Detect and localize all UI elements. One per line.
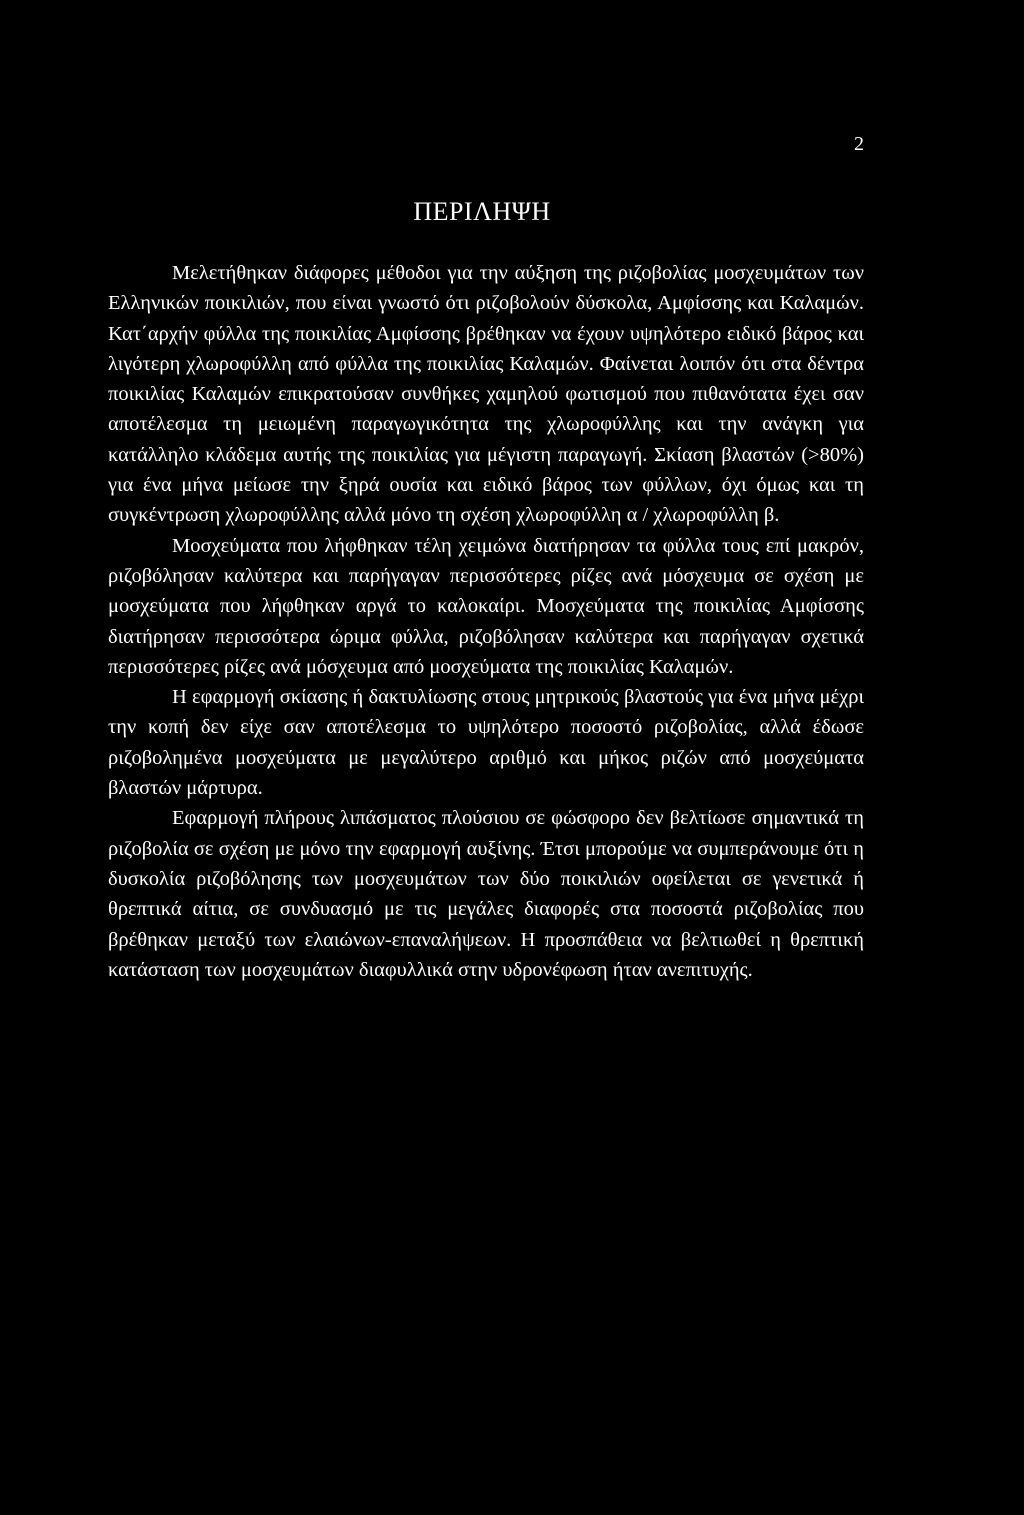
abstract-paragraph: Μελετήθηκαν διάφορες μέθοδοι για την αύξηση της ριζοβολίας μοσχευμάτων των Ελληνικών ποικιλιών, που είναι γνωστό ότι ριζοβολούν δύσκολα, Αμφίσσης και Καλαμών. Κατ΄αρχήν φύλλα της ποικιλίας Αμφίσσης βρέθηκαν να έχουν υψηλότερο ειδικό βάρος και λιγότερη χλωροφύλλη από φύλλα της ποικιλίας Καλαμών. Φαίνεται λοιπόν ότι στα δέντρα ποικιλίας Καλαμών επικρατούσαν συνθήκες χαμηλού φωτισμού που πιθανότατα έχει σαν αποτέλεσμα τη μειωμένη παραγωγικότητα της χλωροφύλλης και την ανάγκη για κατάλληλο κλάδεμα αυτής της ποικιλίας για μέγιστη παραγωγή. Σκίαση βλαστών (>80%) για ένα μήνα μείωσε την ξηρά ουσία και ειδικό βάρος των φύλλων, όχι όμως και τη συγκέντρωση χλωροφύλλης αλλά μόνο τη σχέση χλωροφύλλη α / χλωροφύλλη β. xyxy=(108,262,864,527)
abstract-paragraph: Εφαρμογή πλήρους λιπάσματος πλούσιου σε φώσφορο δεν βελτίωσε σημαντικά τη ριζοβολία σε σχέση με μόνο την εφαρμογή αυξίνης. Έτσι μπορούμε να συμπεράνουμε ότι η δυσκολία ριζοβόλησης των μοσχευμάτων των δύο ποικιλιών οφείλεται σε γενετικά ή θρεπτικά αίτια, σε συνδυασμό με τις μεγάλες διαφορές στα ποσοστά ριζοβολίας που βρέθηκαν μεταξύ των ελαιώνων-επαναλήψεων. Η προσπάθεια να βελτιωθεί η θρεπτική κατάσταση των μοσχευμάτων διαφυλλικά στην υδρονέφωση ήταν ανεπιτυχής. xyxy=(108,807,864,981)
abstract-paragraph: Η εφαρμογή σκίασης ή δακτυλίωσης στους μητρικούς βλαστούς για ένα μήνα μέχρι την κοπή δεν είχε σαν αποτέλεσμα το υψηλότερο ποσοστό ριζοβολίας, αλλά έδωσε ριζοβολημένα μοσχεύματα με μεγαλύτερο αριθμό και μήκος ριζών από μοσχεύματα βλαστών μάρτυρα. xyxy=(108,686,864,800)
page-number: 2 xyxy=(854,133,864,155)
page-title: ΠΕΡΙΛΗΨΗ xyxy=(413,197,551,226)
abstract-paragraph: Μοσχεύματα που λήφθηκαν τέλη χειμώνα διατήρησαν τα φύλλα τους επί μακρόν, ριζοβόλησαν καλύτερα και παρήγαγαν περισσότερες ρίζες ανά μόσχευμα σε σχέση με μοσχεύματα που λήφθηκαν αργά το καλοκαίρι. Μοσχεύματα της ποικιλίας Αμφίσσης διατήρησαν περισσότερα ώριμα φύλλα, ριζοβόλησαν καλύτερα και παρήγαγαν σχετικά περισσότερες ρίζες ανά μόσχευμα από μοσχεύματα της ποικιλίας Καλαμών. xyxy=(108,534,864,678)
abstract-body xyxy=(108,258,864,985)
